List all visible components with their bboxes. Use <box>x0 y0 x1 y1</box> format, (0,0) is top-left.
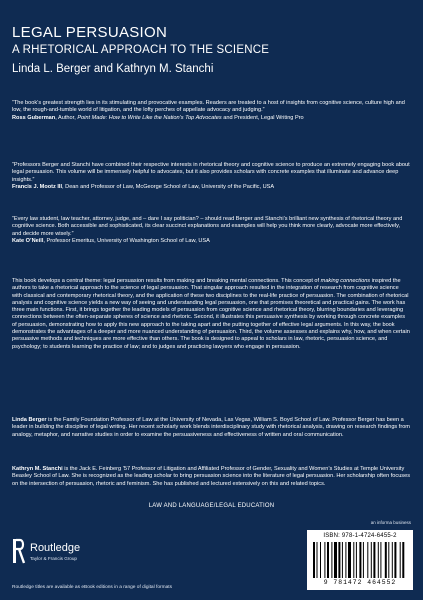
routledge-r-icon <box>12 538 26 564</box>
endorser-affiliation: , Author, <box>55 114 78 121</box>
endorsement-attribution <box>12 238 410 245</box>
endorsement-3 <box>12 216 410 245</box>
endorser-name: Kate O’Neill <box>12 237 44 244</box>
book-title: LEGAL PERSUASION <box>12 24 168 41</box>
endorsement-attribution <box>12 184 410 191</box>
description-text-cont: inspired the authors to take a rhetorical approach to the science of legal persuasion. That singular approach resulted in the integration of research from cognitive science with classical and contemporary rhetorical theory, and the application of these two disciplines to the real-life practice of persuasion. The combination of rhetorical analysis and cognitive science yields a new way of seeing and understanding legal persuasion, one that promises theoretical and practical gains. The work has three main functions. First, it brings together the leading models of persuasion from cognitive science and rhetorical theory, blurring boundaries and leveraging connections between the often-separate spheres of science and rhetoric. Second, it illustrates this persuasive synthesis by working through concrete examples of persuasion, demonstrating how to apply this new approach to the taking apart and the putting together of effective legal arguments. In this way, the book demonstrates the advantages of a deeper and more nuanced understanding of persuasion. Third, the volume assesses and explains why, how, and when certain persuasive methods and techniques are more effective than others. The book is designed to appeal to scholars in law, rhetoric, persuasion science, and psychology; to students learning the practice of law; and to judges and practicing lawyers who engage in persuasion. <box>12 278 410 350</box>
endorser-affiliation: , Professor Emeritus, University of Washington School of Law, USA <box>43 237 210 244</box>
endorsement-text: “The book’s greatest strength lies in its stimulating and provocative examples. Readers are treated to a host of insights from cognitive science, culture high and low, the rough-and-tumble world of litigation, and the lofty perches of appellate advocacy and judging.” <box>12 100 405 114</box>
subject-category: LAW AND LANGUAGE/LEGAL EDUCATION <box>148 503 275 509</box>
endorsement-2 <box>12 162 410 191</box>
bio-text: is the Jack E. Feinberg ’57 Professor of Litigation and Affiliated Professor of Gender, Sexuality and Women’s Studies at Temple University Beasley School of Law. She is recognized as the leading scholar to bring persuasion science into the literature of legal persuasion. Her scholarship often focuses on the intersection of persuasion, rhetoric and feminism. She has published and lectured extensively on this and related topics. <box>12 466 411 487</box>
author-bio-2 <box>12 466 410 488</box>
description-emphasis: making connections <box>320 278 371 284</box>
publisher-logo <box>12 538 102 568</box>
isbn-label: ISBN: 978-1-4724-6455-2 <box>323 533 397 539</box>
bio-text: is the Family Foundation Professor of Law at the University of Nevada, Las Vegas, William S. Boyd School of Law. Professor Berger has been a leader in building the discipline of legal writing. Her recent scholarly work blends interdisciplinary study with rhetorical analysis, drawing on research findings from analogy, metaphor, and narrative studies in order to examine the persuasiveness and effectiveness of written and oral communication. <box>12 417 410 438</box>
bio-name: Linda Berger <box>12 417 47 423</box>
endorser-name: Francis J. Mootz III <box>12 183 63 190</box>
barcode-icon <box>313 542 407 578</box>
endorser-affiliation: , Dean and Professor of Law, McGeorge School of Law, University of the Pacific, USA <box>62 183 275 190</box>
description-text: This book develops a central theme: legal persuasion results from making and breaking mental connections. This concept of <box>12 278 321 284</box>
endorser-affiliation-tail: and President, Legal Writing Pro <box>221 114 304 121</box>
book-authors: Linda L. Berger and Kathryn M. Stanchi <box>12 63 214 75</box>
bio-name: Kathryn M. Stanchi <box>12 466 63 472</box>
isbn-barcode-box <box>307 530 413 590</box>
barcode-digits: 9 781472 464552 <box>323 579 397 586</box>
endorser-name: Ross Guberman <box>12 114 56 121</box>
publisher-name: Routledge <box>30 542 81 554</box>
endorsement-attribution <box>12 115 410 122</box>
author-bio-1 <box>12 417 410 439</box>
ebook-note: Routledge titles are available as eBook editions in a range of digital formats <box>12 585 172 590</box>
endorsement-1 <box>12 100 410 122</box>
book-description <box>12 278 410 351</box>
endorsement-text: “Professors Berger and Stanchi have combined their respective interests in rhetorical theory and cognitive science to produce an extremely engaging book about legal persuasion. This volume will be immensely helpful to advocates, but it also provides scholars with concrete examples that illuminate and advance deep insights.” <box>12 162 410 183</box>
endorsement-text: “Every law student, law teacher, attorney, judge, and – dare I say politician? – should read Berger and Stanchi’s brilliant new synthesis of rhetorical theory and cognitive science. Both accessible and sophisticated, its clear succinct explanations and examples will help you think more clearly, advocate more effectively, and decide more wisely.” <box>12 216 403 237</box>
endorser-book-title: Point Made: How to Write Like the Nation’s Top Advocates <box>77 114 222 121</box>
publisher-tagline: Taylor & Francis Group <box>30 556 77 561</box>
book-subtitle: A RHETORICAL APPROACH TO THE SCIENCE <box>12 44 270 56</box>
informa-business: an informa business <box>370 520 411 525</box>
